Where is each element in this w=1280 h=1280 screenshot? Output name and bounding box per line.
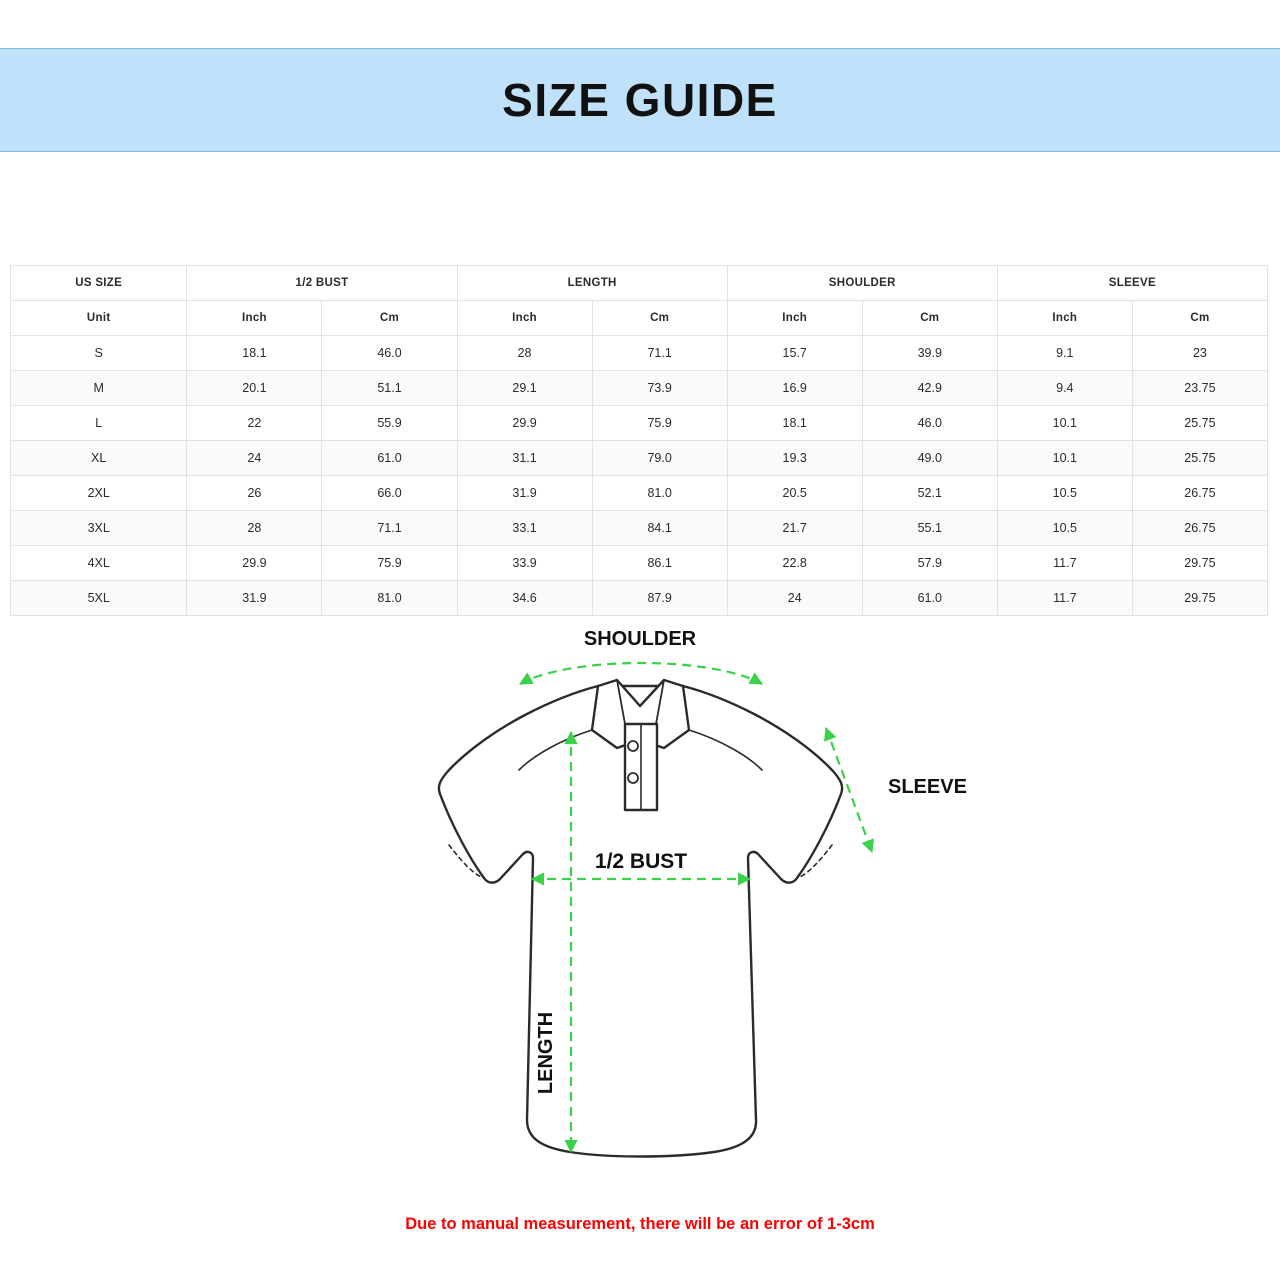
header-us-size: US SIZE	[11, 266, 187, 301]
cell-shoulder-cm: 39.9	[862, 336, 997, 371]
cell-length-cm: 71.1	[592, 336, 727, 371]
unit-label: Unit	[11, 301, 187, 336]
shoulder-label: SHOULDER	[583, 628, 697, 650]
cell-length-cm: 73.9	[592, 371, 727, 406]
size-chart	[10, 265, 1268, 616]
length-label: LENGTH	[535, 1011, 557, 1095]
cell-bust-cm: 71.1	[322, 511, 457, 546]
unit-bust-inch: Inch	[187, 301, 322, 336]
cell-bust-inch: 24	[187, 441, 322, 476]
cell-shoulder-inch: 16.9	[727, 371, 862, 406]
shirt-outline	[439, 680, 842, 1157]
cell-shoulder-cm: 52.1	[862, 476, 997, 511]
cell-sleeve-cm: 29.75	[1132, 546, 1267, 581]
cell-bust-cm: 51.1	[322, 371, 457, 406]
cell-sleeve-cm: 25.75	[1132, 406, 1267, 441]
sleeve-label: SLEEVE	[888, 776, 967, 798]
cell-sleeve-cm: 23	[1132, 336, 1267, 371]
cell-length-inch: 28	[457, 336, 592, 371]
unit-length-inch: Inch	[457, 301, 592, 336]
cell-bust-inch: 26	[187, 476, 322, 511]
cell-length-inch: 29.1	[457, 371, 592, 406]
cell-bust-inch: 18.1	[187, 336, 322, 371]
cell-sleeve-cm: 29.75	[1132, 581, 1267, 616]
header-shoulder: SHOULDER	[727, 266, 997, 301]
cell-sleeve-inch: 9.1	[997, 336, 1132, 371]
cell-sleeve-inch: 10.1	[997, 441, 1132, 476]
unit-length-cm: Cm	[592, 301, 727, 336]
cell-size: S	[11, 336, 187, 371]
cell-shoulder-inch: 18.1	[727, 406, 862, 441]
cell-length-cm: 86.1	[592, 546, 727, 581]
cell-length-inch: 34.6	[457, 581, 592, 616]
cell-bust-inch: 22	[187, 406, 322, 441]
cell-length-inch: 33.9	[457, 546, 592, 581]
cell-sleeve-cm: 26.75	[1132, 511, 1267, 546]
cell-bust-cm: 55.9	[322, 406, 457, 441]
table-row	[11, 406, 1268, 441]
cell-bust-cm: 75.9	[322, 546, 457, 581]
cell-length-inch: 31.9	[457, 476, 592, 511]
cell-shoulder-inch: 21.7	[727, 511, 862, 546]
cell-sleeve-inch: 11.7	[997, 581, 1132, 616]
cell-shoulder-inch: 20.5	[727, 476, 862, 511]
cell-sleeve-inch: 9.4	[997, 371, 1132, 406]
cell-size: 5XL	[11, 581, 187, 616]
bust-label: 1/2 BUST	[594, 850, 688, 873]
shoulder-measure-arrow	[520, 663, 762, 684]
cell-length-cm: 87.9	[592, 581, 727, 616]
cell-shoulder-inch: 24	[727, 581, 862, 616]
cell-shoulder-inch: 22.8	[727, 546, 862, 581]
cell-size: L	[11, 406, 187, 441]
header-half-bust: 1/2 BUST	[187, 266, 457, 301]
polo-shirt-diagram	[0, 620, 1280, 1200]
unit-sleeve-inch: Inch	[997, 301, 1132, 336]
unit-shoulder-cm: Cm	[862, 301, 997, 336]
cell-size: 3XL	[11, 511, 187, 546]
cell-size: M	[11, 371, 187, 406]
cell-shoulder-cm: 42.9	[862, 371, 997, 406]
unit-sleeve-cm: Cm	[1132, 301, 1267, 336]
cell-bust-inch: 29.9	[187, 546, 322, 581]
cell-bust-inch: 31.9	[187, 581, 322, 616]
cell-bust-cm: 46.0	[322, 336, 457, 371]
size-table	[10, 265, 1268, 616]
cell-size: 2XL	[11, 476, 187, 511]
cell-sleeve-cm: 25.75	[1132, 441, 1267, 476]
cell-sleeve-cm: 23.75	[1132, 371, 1267, 406]
cell-length-cm: 81.0	[592, 476, 727, 511]
size-guide-header	[0, 48, 1280, 152]
cell-bust-inch: 20.1	[187, 371, 322, 406]
table-row	[11, 371, 1268, 406]
cell-sleeve-cm: 26.75	[1132, 476, 1267, 511]
cell-sleeve-inch: 10.1	[997, 406, 1132, 441]
header-sleeve: SLEEVE	[997, 266, 1267, 301]
cell-length-cm: 75.9	[592, 406, 727, 441]
cell-sleeve-inch: 11.7	[997, 546, 1132, 581]
cell-sleeve-inch: 10.5	[997, 511, 1132, 546]
cell-shoulder-cm: 55.1	[862, 511, 997, 546]
cell-size: XL	[11, 441, 187, 476]
table-row	[11, 441, 1268, 476]
table-group-header-row	[11, 266, 1268, 301]
cell-length-inch: 33.1	[457, 511, 592, 546]
cell-shoulder-cm: 49.0	[862, 441, 997, 476]
cell-length-cm: 84.1	[592, 511, 727, 546]
cell-size: 4XL	[11, 546, 187, 581]
header-length: LENGTH	[457, 266, 727, 301]
table-row	[11, 336, 1268, 371]
cell-length-inch: 29.9	[457, 406, 592, 441]
cell-bust-cm: 61.0	[322, 441, 457, 476]
cell-length-inch: 31.1	[457, 441, 592, 476]
cell-bust-inch: 28	[187, 511, 322, 546]
cell-bust-cm: 66.0	[322, 476, 457, 511]
table-row	[11, 511, 1268, 546]
unit-bust-cm: Cm	[322, 301, 457, 336]
cell-sleeve-inch: 10.5	[997, 476, 1132, 511]
table-row	[11, 476, 1268, 511]
unit-shoulder-inch: Inch	[727, 301, 862, 336]
cell-bust-cm: 81.0	[322, 581, 457, 616]
cell-shoulder-inch: 15.7	[727, 336, 862, 371]
page-title: SIZE GUIDE	[502, 74, 778, 126]
table-row	[11, 546, 1268, 581]
table-unit-row	[11, 301, 1268, 336]
cell-length-cm: 79.0	[592, 441, 727, 476]
cell-shoulder-cm: 61.0	[862, 581, 997, 616]
cell-shoulder-cm: 57.9	[862, 546, 997, 581]
table-row	[11, 581, 1268, 616]
cell-shoulder-cm: 46.0	[862, 406, 997, 441]
cell-shoulder-inch: 19.3	[727, 441, 862, 476]
measurement-note: Due to manual measurement, there will be an error of 1-3cm	[405, 1215, 875, 1233]
